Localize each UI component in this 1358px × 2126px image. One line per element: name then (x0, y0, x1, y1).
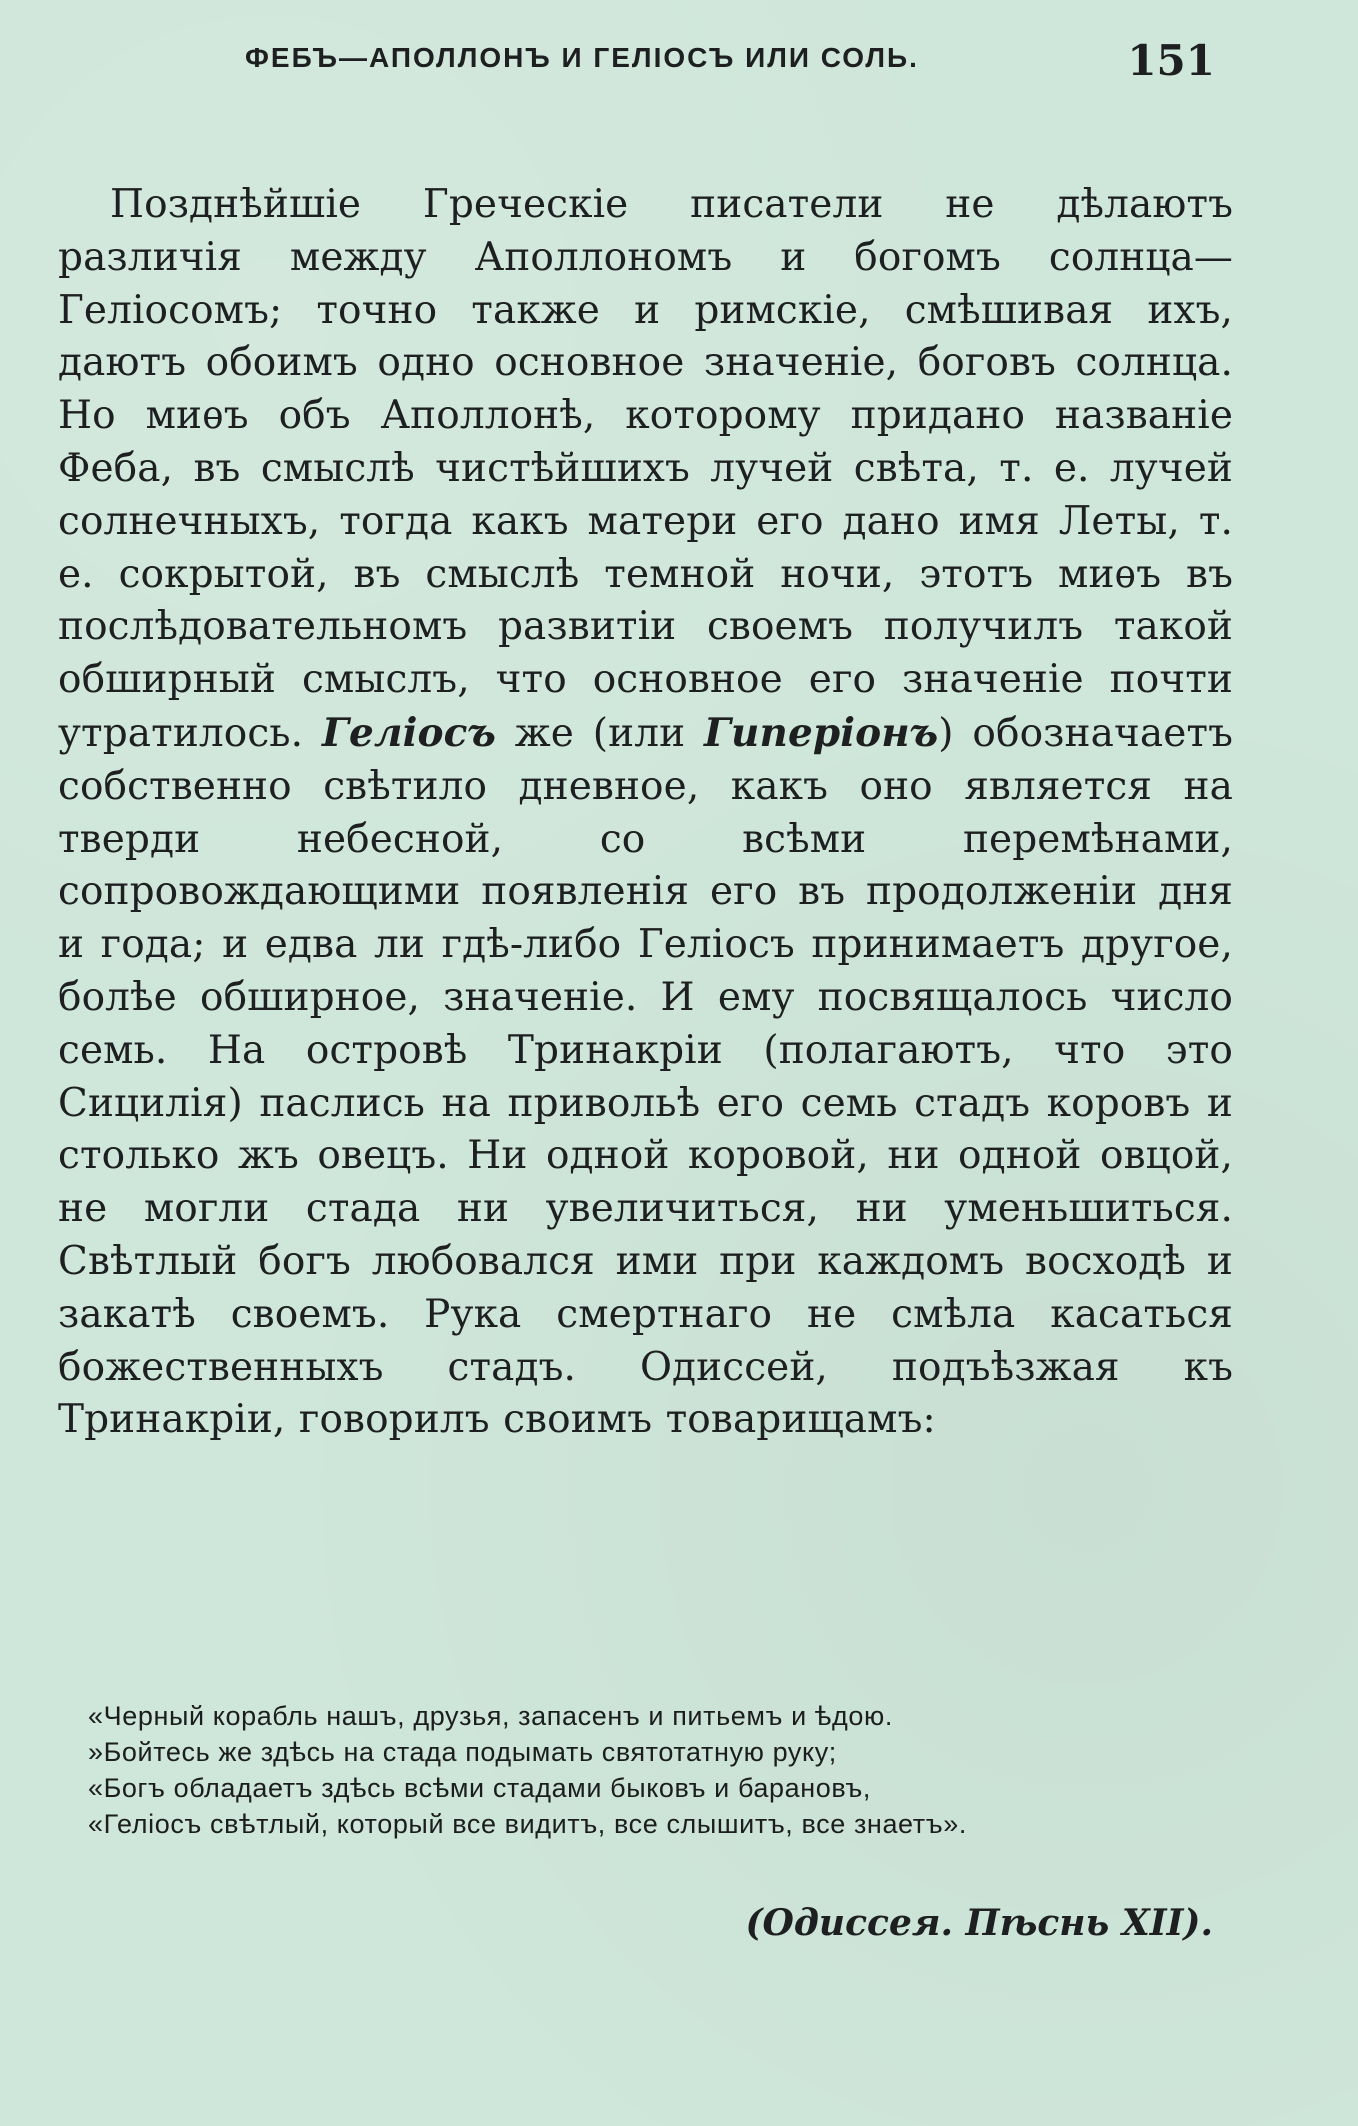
verse-line-2: »Бойтесь же здѣсь на стада подымать святотатную руку; (88, 1737, 837, 1767)
main-paragraph-text-1: Позднѣйшіе Греческіе писатели не дѣлаютъ различія между Аполлономъ и богомъ солнца—Геліосомъ; точно также и римскіе, смѣшивая ихъ, даютъ обоимъ одно основное значеніе, боговъ солнца. Но миѳъ объ Аполлонѣ, которому придано названіе Феба, въ смыслѣ чистѣйшихъ лучей свѣта, т. е. лучей солнечныхъ, тогда какъ матери его дано имя Леты, т. е. сокрытой, въ смыслѣ темной ночи, этотъ миѳъ въ послѣдовательномъ развитіи своемъ получилъ такой обширный смыслъ, что основное его значеніе почти утратилось. (58, 182, 1233, 756)
verse-line-3: «Богъ обладаетъ здѣсь всѣми стадами быковъ и барановъ, (88, 1773, 871, 1803)
verse-quote (88, 1698, 1238, 1842)
citation: (Одиссея. Пѣснь XII). (745, 1902, 1213, 1944)
main-paragraph-text-3: ) обозначаетъ собственно свѣтило дневное, какъ оно является на тверди небесной, со всѣми перемѣнами, сопровождающими появленія его въ продолженіи дня и года; и едва ли гдѣ-либо Геліосъ принимаетъ другое, болѣе обширное, значеніе. И ему посвящалось число семь. На островѣ Тринакріи (полагаютъ, что это Сицилія) паслись на привольѣ его семь стадъ коровъ и столько жъ овецъ. Ни одной коровой, ни одной овцой, не могли стада ни увеличиться, ни уменьшиться. Свѣтлый богъ любовался ими при каждомъ восходѣ и закатѣ своемъ. Рука смертнаго не смѣла касаться божественныхъ стадъ. Одиссей, подъѣзжая къ Тринакріи, говорилъ своимъ товарищамъ: (58, 710, 1233, 1443)
verse-line-4: «Геліосъ свѣтлый, который все видитъ, все слышитъ, все знаетъ». (88, 1809, 967, 1839)
page-number: 151 (1127, 36, 1215, 85)
verse-line-1: «Черный корабль нашъ, друзья, запасенъ и питьемъ и ѣдою. (88, 1701, 893, 1731)
running-title: ФЕБЪ—АПОЛЛОНЪ И ГЕЛІОСЪ ИЛИ СОЛЬ. (245, 42, 919, 73)
emphasis-hyperion: Гиперіонъ (704, 709, 939, 756)
main-paragraph (58, 179, 1233, 1447)
emphasis-helios: Геліосъ (322, 709, 496, 756)
page-header (245, 36, 1215, 90)
main-paragraph-text-2: же (или (495, 710, 705, 756)
